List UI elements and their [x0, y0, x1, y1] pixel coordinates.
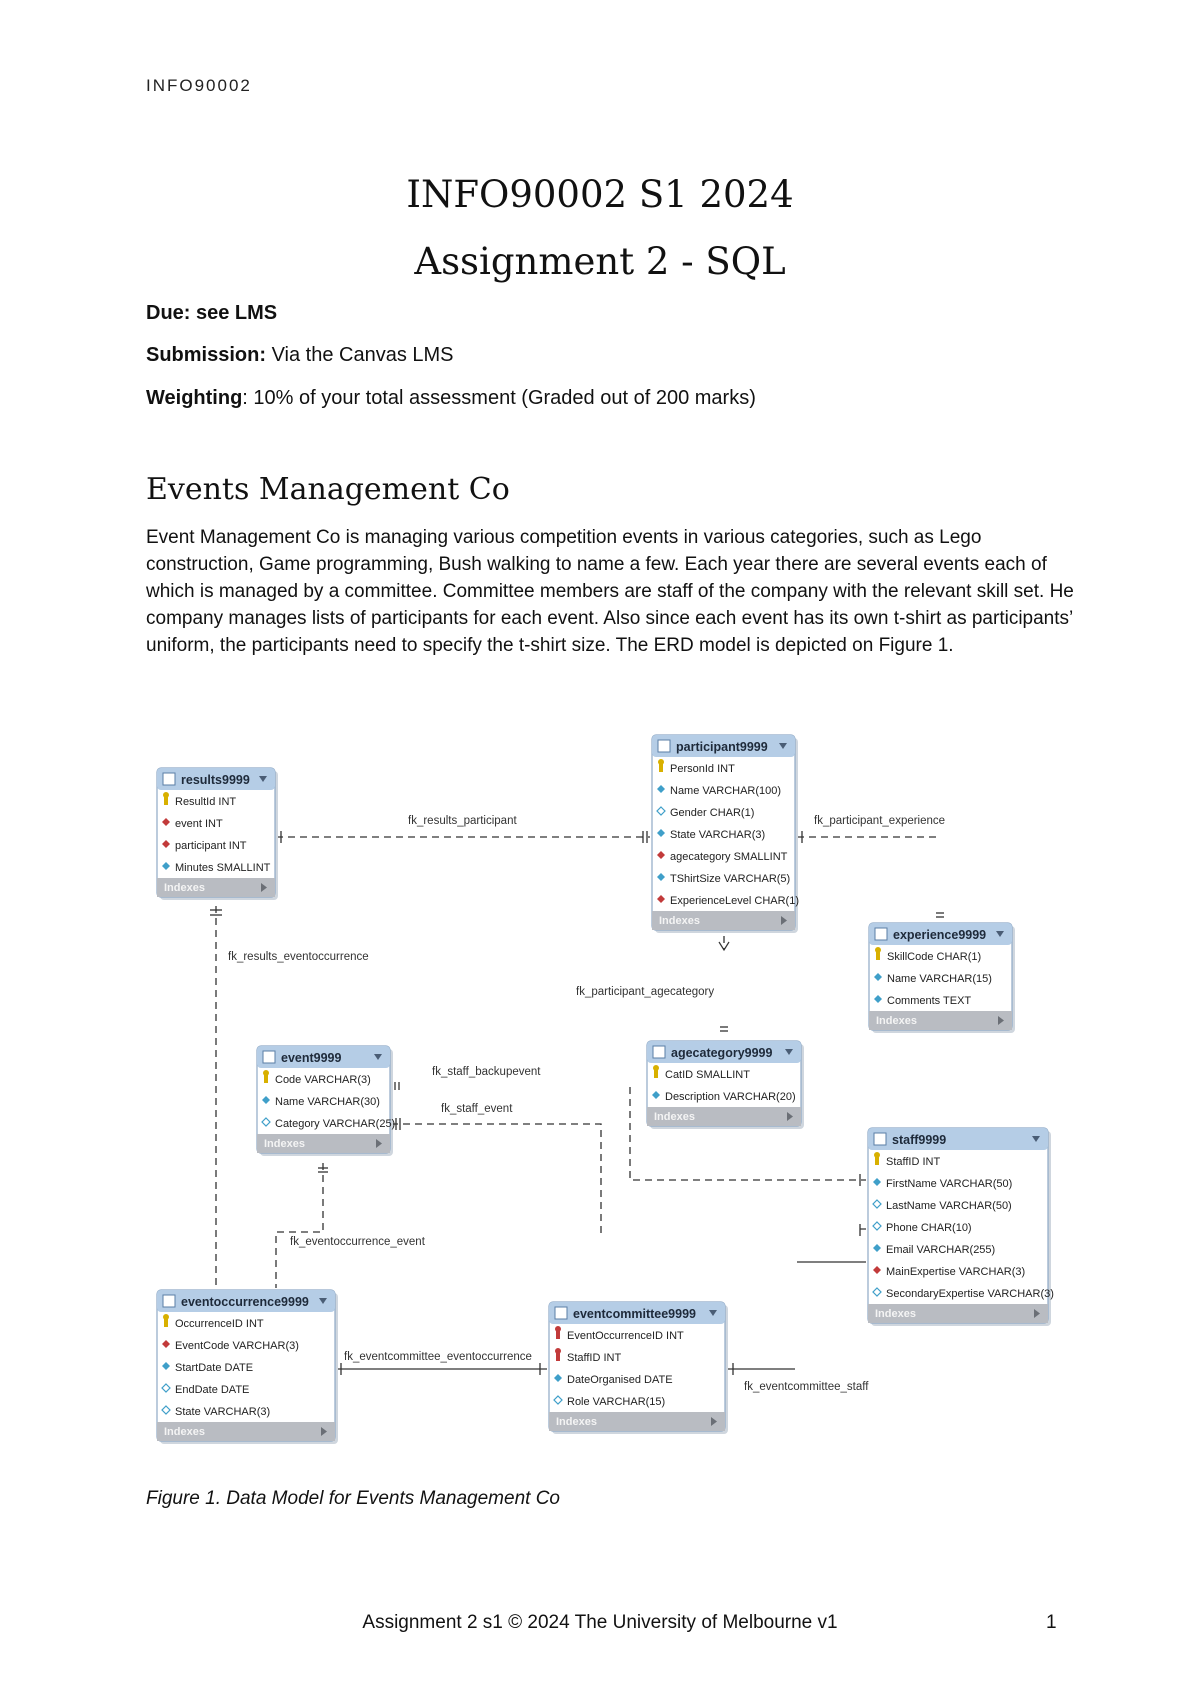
column-label: Name VARCHAR(15): [887, 973, 992, 985]
figure-caption: Figure 1. Data Model for Events Management Co: [146, 1488, 560, 1509]
column-label: Comments TEXT: [887, 995, 972, 1007]
column-label: agecategory SMALLINT: [670, 851, 788, 863]
column-label: State VARCHAR(3): [175, 1406, 271, 1418]
table-icon: [653, 1046, 665, 1058]
entity-name: experience9999: [893, 928, 987, 942]
column-label: TShirtSize VARCHAR(5): [670, 873, 791, 885]
cardinality-mark: [719, 942, 729, 950]
primary-key-icon-head: [163, 1314, 169, 1320]
entity-name: event9999: [281, 1051, 342, 1065]
section-title: Events Management Co: [146, 472, 510, 507]
entity-name: results9999: [181, 773, 250, 787]
column-label: Name VARCHAR(100): [670, 785, 782, 797]
indexes-label: Indexes: [264, 1138, 305, 1150]
relationship-label-r3: fk_results_eventoccurrence: [228, 951, 369, 963]
submission-line: [146, 344, 454, 367]
weighting-value: : 10% of your total assessment (Graded out of 200 marks): [242, 387, 756, 409]
weighting-label: Weighting: [146, 387, 243, 409]
column-label: event INT: [175, 818, 223, 830]
column-label: Role VARCHAR(15): [567, 1396, 666, 1408]
column-label: Code VARCHAR(3): [275, 1074, 371, 1086]
primary-key-icon-head: [874, 1152, 880, 1158]
document-subtitle: Assignment 2 - SQL: [414, 240, 786, 283]
column-label: State VARCHAR(3): [670, 829, 766, 841]
column-label: ResultId INT: [175, 796, 237, 808]
entity-name: agecategory9999: [671, 1046, 773, 1060]
entity-name: staff9999: [892, 1133, 947, 1147]
column-label: EndDate DATE: [175, 1384, 250, 1396]
due-line: [146, 302, 277, 325]
column-label: EventOccurrenceID INT: [567, 1330, 684, 1342]
column-label: PersonId INT: [670, 763, 735, 775]
indexes-label: Indexes: [659, 915, 700, 927]
column-label: DateOrganised DATE: [567, 1374, 673, 1386]
entity-name: participant9999: [676, 740, 768, 754]
table-icon: [555, 1307, 567, 1319]
relationship-label-r6: fk_staff_event: [441, 1103, 513, 1115]
relationship-line-r6: [391, 1124, 601, 1235]
indexes-label: Indexes: [654, 1111, 695, 1123]
primary-key-icon-head: [263, 1070, 269, 1076]
table-icon: [874, 1133, 886, 1145]
entity-eventcommittee: [549, 1302, 728, 1434]
column-label: Name VARCHAR(30): [275, 1096, 380, 1108]
document-title: INFO90002 S1 2024: [406, 173, 794, 216]
primary-key-icon-head: [163, 792, 169, 798]
relationship-label-r5: fk_staff_backupevent: [432, 1066, 541, 1078]
relationship-line-r9: [727, 1229, 866, 1369]
column-label: Gender CHAR(1): [670, 807, 755, 819]
column-label: EventCode VARCHAR(3): [175, 1340, 299, 1352]
indexes-label: Indexes: [875, 1308, 916, 1320]
entity-results: [157, 768, 278, 900]
column-label: ExperienceLevel CHAR(1): [670, 895, 799, 907]
column-label: LastName VARCHAR(50): [886, 1200, 1012, 1212]
indexes-label: Indexes: [164, 1426, 205, 1438]
column-label: Minutes SMALLINT: [175, 862, 271, 874]
column-label: FirstName VARCHAR(50): [886, 1178, 1013, 1190]
weighting-line: [146, 387, 756, 410]
column-label: StaffID INT: [886, 1156, 941, 1168]
column-label: StartDate DATE: [175, 1362, 254, 1374]
column-label: MainExpertise VARCHAR(3): [886, 1266, 1026, 1278]
primary-key-icon-head: [555, 1326, 561, 1332]
column-label: SecondaryExpertise VARCHAR(3): [886, 1288, 1054, 1300]
entity-agecategory: [647, 1041, 804, 1129]
primary-key-icon-head: [875, 947, 881, 953]
column-label: Category VARCHAR(25): [275, 1118, 396, 1130]
entity-participant: [652, 735, 799, 933]
table-icon: [875, 928, 887, 940]
entity-event: [257, 1046, 395, 1156]
entity-name: eventoccurrence9999: [181, 1295, 309, 1309]
table-icon: [263, 1051, 275, 1063]
indexes-label: Indexes: [164, 882, 205, 894]
entity-name: eventcommittee9999: [573, 1307, 696, 1321]
primary-key-icon-head: [555, 1348, 561, 1354]
column-label: Email VARCHAR(255): [886, 1244, 996, 1256]
indexes-label: Indexes: [556, 1416, 597, 1428]
table-icon: [658, 740, 670, 752]
submission-label: Submission:: [146, 344, 267, 366]
indexes-label: Indexes: [876, 1015, 917, 1027]
column-label: CatID SMALLINT: [665, 1069, 750, 1081]
submission-value: Via the Canvas LMS: [266, 344, 454, 366]
column-label: OccurrenceID INT: [175, 1318, 264, 1330]
column-label: Phone CHAR(10): [886, 1222, 972, 1234]
relationship-label-r8: fk_eventcommittee_eventoccurrence: [344, 1351, 532, 1363]
relationship-line-r7: [276, 1163, 323, 1288]
column-label: StaffID INT: [567, 1352, 622, 1364]
relationship-label-r9: fk_eventcommittee_staff: [744, 1381, 869, 1393]
section-paragraph: Event Management Co is managing various competition events in various categories, such as Lego construction, Game programming, Bush walking to name a few. Each year there are several events each of which is managed by a committee. Committee members are staff of the company with the relevant skill set. He company manages lists of participants for each event. Also since each event has its own t-shirt as participants’ uniform, the participants need to specify the t-shirt size. The ERD model is depicted on Figure 1.: [146, 527, 1074, 656]
relationship-label-r2: fk_participant_experience: [814, 815, 946, 827]
due-label: Due: see LMS: [146, 302, 278, 324]
page-footer: Assignment 2 s1 © 2024 The University of Melbourne v1: [362, 1612, 838, 1633]
relationship-label-r1: fk_results_participant: [408, 815, 517, 827]
column-label: participant INT: [175, 840, 247, 852]
relationship-label-r7: fk_eventoccurrence_event: [290, 1236, 425, 1248]
entity-staff: [868, 1128, 1054, 1326]
column-label: Description VARCHAR(20): [665, 1091, 796, 1103]
page-number: 1: [1046, 1612, 1057, 1633]
primary-key-icon-head: [658, 759, 664, 765]
relationship-label-r4: fk_participant_agecategory: [576, 986, 715, 998]
table-icon: [163, 1295, 175, 1307]
column-label: SkillCode CHAR(1): [887, 951, 982, 963]
page-header-course-code: INFO90002: [146, 76, 252, 95]
primary-key-icon-head: [653, 1065, 659, 1071]
table-icon: [163, 773, 175, 785]
entity-eventoccurrence: [157, 1290, 338, 1444]
entity-experience: [869, 923, 1015, 1033]
